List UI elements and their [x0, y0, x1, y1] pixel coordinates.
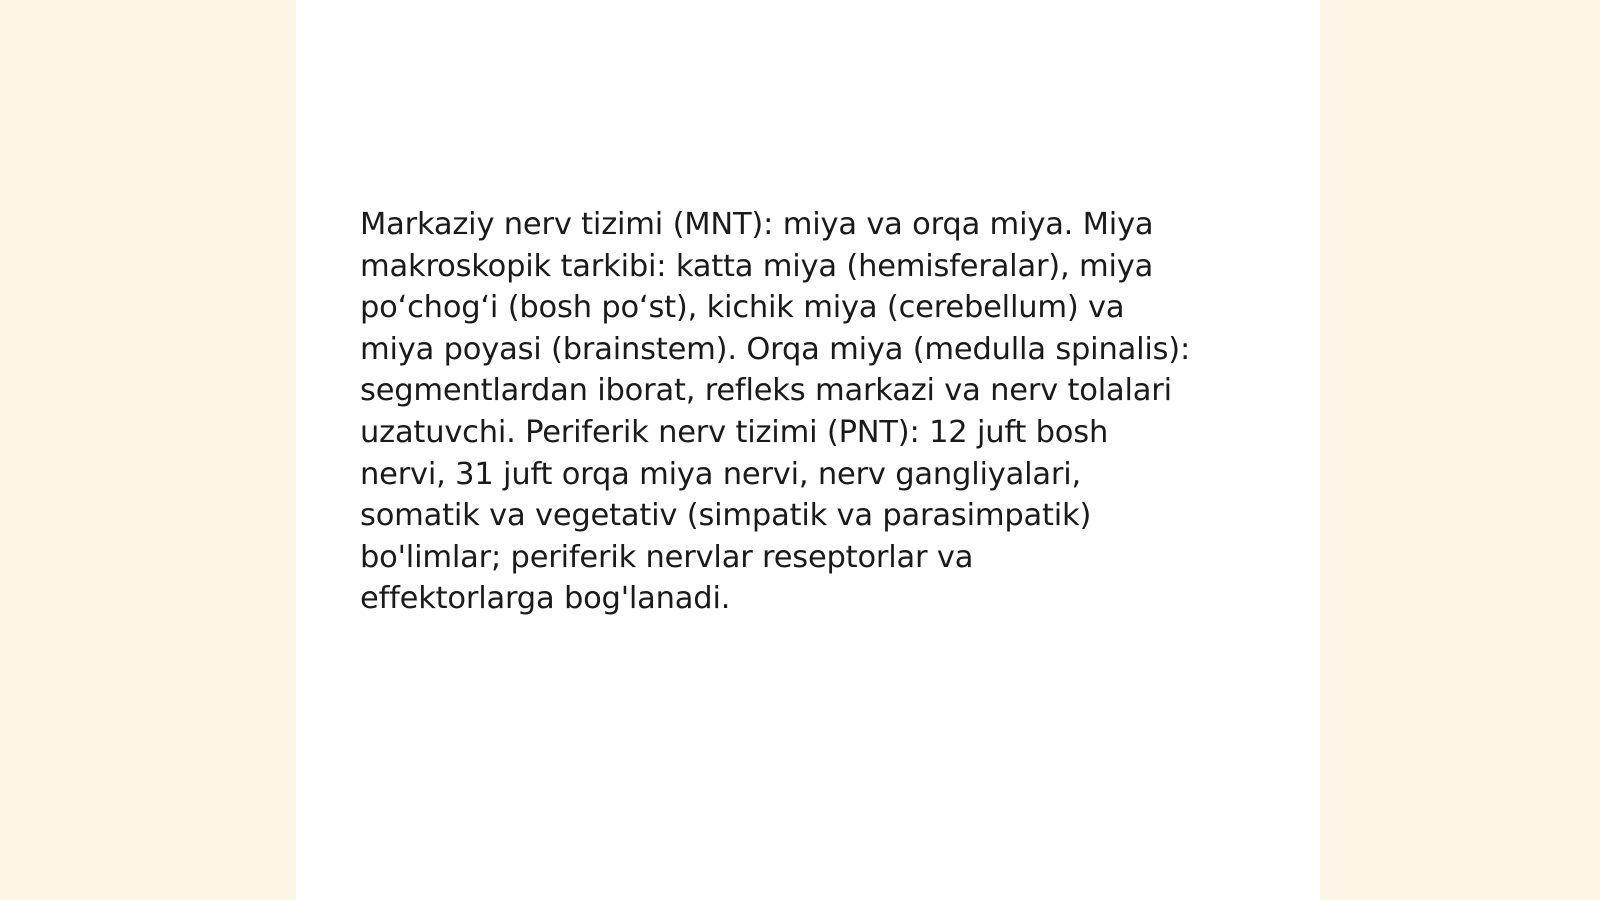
- paragraph-line: effektorlarga bog'lanadi.: [360, 581, 731, 617]
- paragraph-line: segmentlardan iborat, refleks markazi va nerv tolalari: [360, 373, 1172, 409]
- paragraph-line: nervi, 31 juft orqa miya nervi, nerv gangliyalari,: [360, 456, 1081, 492]
- document-card: [296, 0, 1320, 900]
- paragraph-line: Markaziy nerv tizimi (MNT): miya va orqa miya. Miya: [360, 207, 1154, 242]
- paragraph-line: po‘chog‘i (bosh po‘st), kichik miya (cerebellum) va: [360, 290, 1125, 326]
- body-paragraph: [360, 204, 1260, 620]
- paragraph-line: bo'limlar; periferik nervlar reseptorlar va: [360, 539, 974, 575]
- paragraph-line: somatik va vegetativ (simpatik va parasimpatik): [360, 498, 1092, 534]
- paragraph-line: makroskopik tarkibi: katta miya (hemisferalar), miya: [360, 248, 1154, 284]
- paragraph-line: uzatuvchi. Periferik nerv tizimi (PNT): 12 juft bosh: [360, 414, 1109, 450]
- paragraph-line: miya poyasi (brainstem). Orqa miya (medulla spinalis):: [360, 331, 1191, 367]
